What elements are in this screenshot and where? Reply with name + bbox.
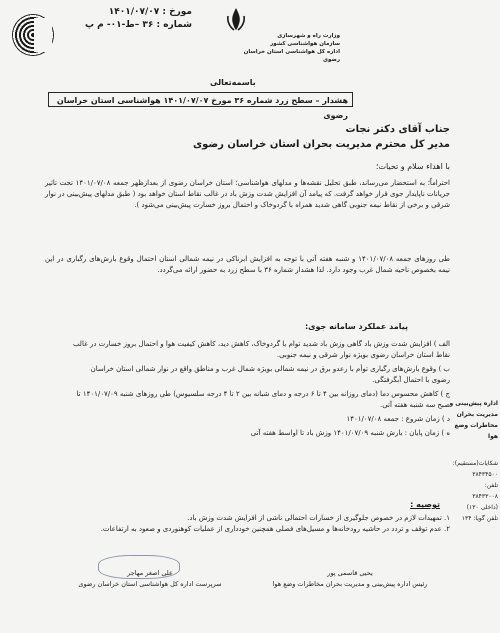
recommendations-title: توصیه : [410, 500, 440, 509]
logo-cutout [34, 18, 52, 52]
paragraph-1: احتراماً؛ به استحضار می‌رساند، طبق تحلیل نقشه‌ها و مدلهای هواشناسی؛ استان خراسان رضوی از بعدازظهر جمعه ۱۴۰۱/۰۷/۰۸ تحت تاثیر جریانات ناپایدار جوی قرار خواهد گرفت. که پیامد آن افزایش شدت وزش باد در غالب نقاط استان خواهد بود ( طبق مدلهای پیش‌بینی در نوار شرقی و برخی از نقاط نیمه جنوبی گاهی شدید همراه با گردوخاک و احتمال بروز خسارت پیش‌بینی می‌شود ). [45, 179, 451, 209]
recommendations-list [70, 513, 450, 535]
voice-phone: تلفن گویا: ۱۳۴ [461, 515, 498, 522]
basmala: باسمه‌تعالی [210, 78, 256, 87]
recommendation-item: ۲. عدم توقف و تردد در حاشیه رودخانه‌ها و مسیل‌های فصلی همچنین خودداری از عملیات کوهنوردی و صعود به ارتفاعات. [100, 525, 450, 533]
effect-item: ج ) کاهش محسوس دما (دمای روزانه بین ۴ تا ۶ درجه و دمای شبانه بین ۲ تا ۴ درجه سلسیوس) طی روزهای شنبه ۱۴۰۱/۰۷/۰۹ تا صبح سه شنبه هفته آتی. [76, 390, 450, 409]
effect-item: ه ) زمان پایان : بارش شنبه ۱۴۰۱/۰۷/۰۹ وزش باد تا اواسط هفته آتی [250, 429, 450, 437]
phone-label: تلفن: [484, 482, 498, 489]
effect-item: ب ) وقوع بارش‌های رگباری توأم با رعدو برق در نیمه شمالی بویژه شمال غرب و مناطق واقع در نوار شمالی استان خراسان رضوی با احتمال آبگرفتگی. [90, 365, 450, 384]
effect-item: الف ) افزایش شدت وزش باد گاهی وزش باد شدید توام با گردوخاک، کاهش دید، کاهش کیفیت هوا و احتمال بروز خسارت در غالب نقاط استان خراسان رضوی بویژه نوار شرقی و نیمه جنوبی. [72, 340, 450, 359]
side-note-department: اداره پیش‌بینی و مدیریت بحران مخاطرات وضع هوا [449, 400, 498, 440]
signature-left [70, 568, 230, 590]
phone-extension: (داخلی ۱۳۰) [466, 504, 498, 511]
signer-title: رئیس اداره پیش‌بینی و مدیریت بحران مخاطرات وضع هوا [272, 580, 428, 588]
signature-right [270, 568, 430, 590]
iran-emblem-icon [225, 6, 247, 32]
ministry-line: وزارت راه و شهرسازی [277, 33, 340, 39]
complaints-label: شکایات(مستقیم): [452, 460, 498, 467]
letter-number: شماره : ۳۶ –ط-۰۱- م پ [85, 20, 192, 30]
signer-name: علی اصغر مهاجر [127, 569, 173, 577]
summary-title: پیامد عملکرد سامانه جوی: [304, 322, 408, 331]
effects-list [70, 339, 450, 442]
signer-title: سرپرست اداره کل هواشناسی استان خراسان رضوی [78, 580, 222, 588]
ministry-block [230, 32, 340, 64]
dept-line: اداره کل هواشناسی استان خراسان رضوی [243, 49, 340, 63]
subject-line: هشدار – سطح زرد شماره ۳۶ مورخ ۱۴۰۱/۰۷/۰۷ هواشناسی استان خراسان رضوی [48, 92, 353, 107]
paragraph-2: طی روزهای جمعه ۱۴۰۱/۰۷/۰۸ و شنبه هفته آتی با توجه به افزایش ابرناکی در نیمه شمالی استان احتمال وقوع بارش‌های رگباری در این نیمه بخصوص ناحیه شمال غرب وجود دارد. لذا هشدار شماره ۳۶ با سطح زرد به حضور ارائه می‌گردد. [45, 255, 450, 274]
effect-item: د ) زمان شروع : جمعه ۱۴۰۱/۰۷/۰۸ [346, 415, 450, 423]
complaints-number: ۳۸۴۳۴۵۰۰ [472, 471, 498, 478]
signer-name: یحیی قاسمی پور [327, 569, 373, 577]
recipient-name: جناب آقای دکتر نجات [345, 124, 450, 135]
greeting: با اهداء سلام و تحیات؛ [375, 162, 450, 171]
side-note-contacts [446, 458, 498, 524]
phone-number: ۳۸۴۳۳۰۰۸ [472, 493, 498, 500]
recommendation-item: ۱. تمهیدات لازم در خصوص جلوگیری از خسارات احتمالی ناشی از افزایش شدت وزش باد. [187, 514, 450, 522]
letter-meta [72, 6, 192, 32]
org-line: سازمان هواشناسی کشور [270, 41, 340, 47]
letter-date: مورخ : ۱۴۰۱/۰۷/۰۷ [108, 7, 192, 17]
recipient-title: مدیر کل محترم مدیریت بحران استان خراسان رضوی [193, 139, 450, 150]
